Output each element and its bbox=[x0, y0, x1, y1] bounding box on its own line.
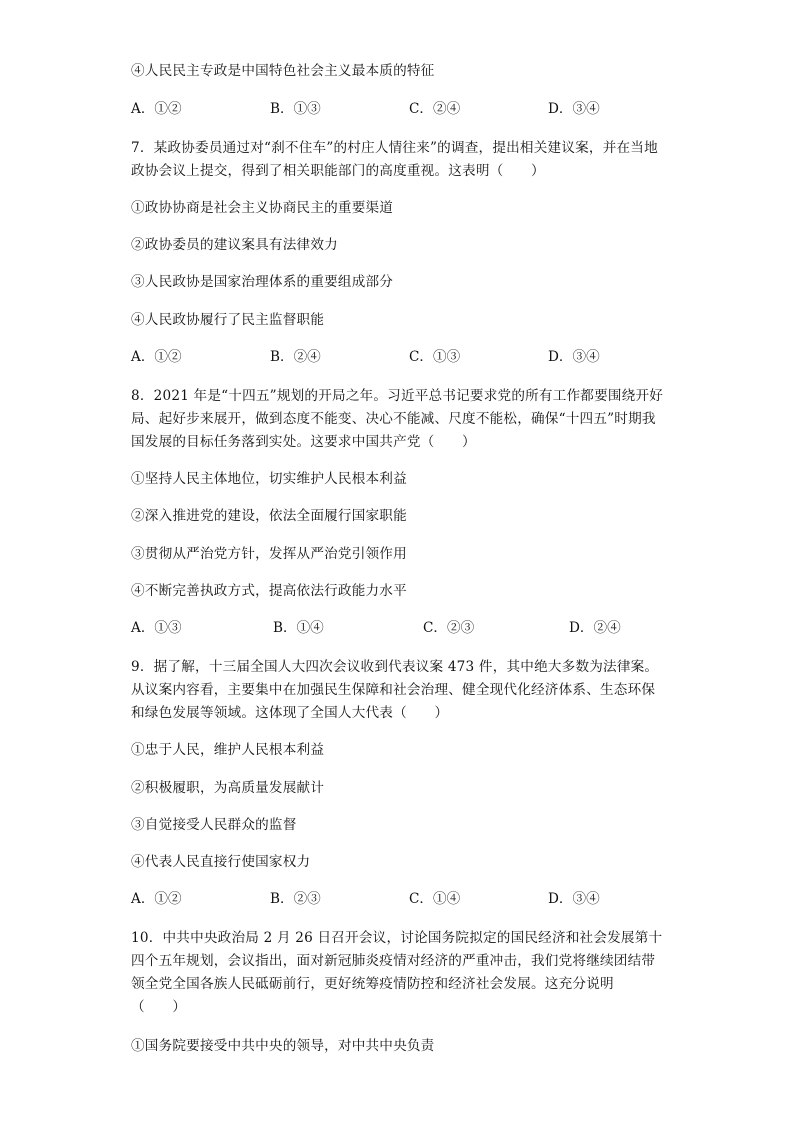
q7-item-4: ④人民政协履行了民主监督职能 bbox=[131, 312, 325, 328]
q7-option-c: C．①③ bbox=[409, 349, 461, 365]
q10-stem-line3: 领全党全国各族人民砥砺前行，更好统筹疫情防控和经济社会发展。这充分说明 bbox=[131, 976, 614, 992]
q9-option-b: B．②③ bbox=[270, 891, 321, 907]
q9-item-4: ④代表人民直接行使国家权力 bbox=[131, 854, 311, 870]
q6-option-b: B．①③ bbox=[270, 101, 321, 117]
q7-option-b: B．②④ bbox=[270, 349, 321, 365]
q9-stem-line3: 和绿色发展等领域。这体现了全国人大代表（ ） bbox=[131, 705, 449, 721]
q6-item-4: ④人民民主专政是中国特色社会主义最本质的特征 bbox=[131, 63, 435, 79]
q9-item-3: ③自觉接受人民群众的监督 bbox=[131, 817, 297, 833]
q9-option-c: C．①④ bbox=[409, 891, 461, 907]
q8-stem-line3: 国发展的目标任务落到实处。这要求中国共产党（ ） bbox=[131, 434, 476, 450]
q10-stem-line2: 四个五年规划，会议指出，面对新冠肺炎疫情对经济的严重冲击，我们党将继续团结带 bbox=[131, 953, 656, 969]
q7-item-3: ③人民政协是国家治理体系的重要组成部分 bbox=[131, 274, 394, 290]
q10-item-1: ①国务院要接受中共中央的领导，对中共中央负责 bbox=[131, 1038, 435, 1054]
q8-stem-line2: 局、起好步来展开，做到态度不能变、决心不能减、尺度不能松，确保“十四五”时期我 bbox=[131, 411, 656, 427]
q10-stem-line4: （ ） bbox=[131, 999, 187, 1015]
q8-item-3: ③贯彻从严治党方针，发挥从严治党引领作用 bbox=[131, 546, 407, 562]
q7-item-1: ①政协协商是社会主义协商民主的重要渠道 bbox=[131, 200, 394, 216]
q7-stem-line2: 政协会议上提交，得到了相关职能部门的高度重视。这表明（ ） bbox=[131, 163, 545, 179]
q8-option-c: C．②③ bbox=[423, 620, 475, 636]
q6-option-d: D．③④ bbox=[548, 101, 600, 117]
q8-item-1: ①坚持人民主体地位，切实维护人民根本利益 bbox=[131, 471, 407, 487]
q7-stem-line1: 7．某政协委员通过对“刹不住车”的村庄人情往来”的调查，提出相关建议案，并在当地 bbox=[131, 140, 658, 156]
q6-option-a: A．①② bbox=[131, 101, 182, 117]
q9-item-1: ①忠于人民，维护人民根本利益 bbox=[131, 742, 325, 758]
q7-option-d: D．③④ bbox=[548, 349, 600, 365]
q9-option-a: A．①② bbox=[131, 891, 182, 907]
q7-item-2: ②政协委员的建议案具有法律效力 bbox=[131, 237, 338, 253]
q8-item-4: ④不断完善执政方式，提高依法行政能力水平 bbox=[131, 583, 407, 599]
q8-item-2: ②深入推进党的建设，依法全面履行国家职能 bbox=[131, 508, 407, 524]
q9-stem-line1: 9．据了解，十三届全国人大四次会议收到代表议案 473 件，其中绝大多数为法律案。 bbox=[131, 659, 659, 675]
q9-stem-line2: 从议案内容看，主要集中在加强民生保障和社会治理、健全现代化经济体系、生态环保 bbox=[131, 682, 656, 698]
q10-stem-line1: 10．中共中央政治局 2 月 26 日召开会议，讨论国务院拟定的国民经济和社会发展第十 bbox=[131, 930, 663, 946]
q8-option-d: D．②④ bbox=[569, 620, 621, 636]
q9-item-2: ②积极履职，为高质量发展献计 bbox=[131, 780, 325, 796]
q8-option-a: A．①③ bbox=[131, 620, 182, 636]
q7-option-a: A．①② bbox=[131, 349, 182, 365]
q9-option-d: D．③④ bbox=[548, 891, 600, 907]
q6-option-c: C．②④ bbox=[409, 101, 461, 117]
q8-option-b: B．①④ bbox=[273, 620, 324, 636]
q8-stem-line1: 8．2021 年是“十四五”规划的开局之年。习近平总书记要求党的所有工作都要围绕开好 bbox=[131, 388, 664, 404]
